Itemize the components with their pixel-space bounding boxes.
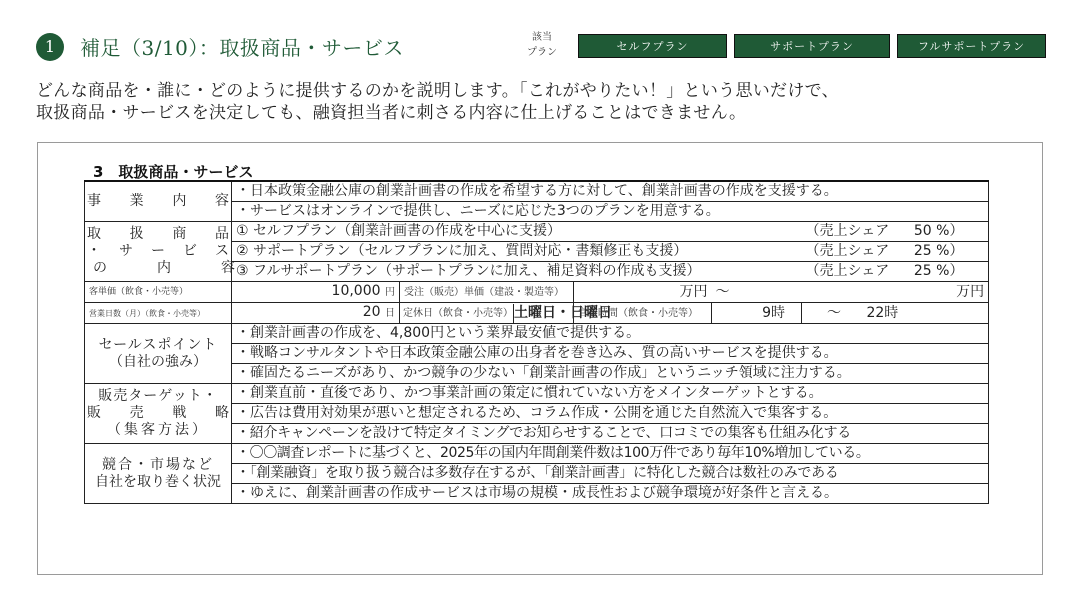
order-price-max: 万円 [802, 282, 989, 303]
plan-tag-support: サポートプラン [734, 34, 890, 58]
label-char: サ [119, 243, 133, 259]
share-value: 25 [913, 243, 932, 259]
label-char: ス [215, 243, 229, 259]
label-char: 事 [87, 193, 101, 209]
unit-price-label: 客単価（飲食・小売等） [85, 282, 232, 303]
label-char: ・ [87, 243, 101, 259]
share-unit: %） [936, 223, 964, 239]
share-value: 50 [913, 223, 932, 239]
competition-label [85, 444, 232, 504]
label-char: 略 [214, 405, 229, 421]
products-label [85, 222, 235, 282]
business-hours-end-cell [802, 303, 989, 324]
product-item-3: ③ フルサポートプラン（サポートプランに加え、補足資料の作成も支援） [232, 262, 802, 282]
label-char: 販 [87, 405, 101, 421]
holiday-cell [400, 303, 612, 324]
order-price-sep: 〜 [712, 282, 802, 303]
label-char: 容 [221, 260, 235, 276]
intro-text [36, 80, 1046, 124]
sales-target-line-2: ・広告は費用対効果が悪いと想定されるため、コラム作成・公開を通じた自然流入で集客する。 [232, 404, 989, 424]
order-price-label: 受注（販売）単価（建設・製造等） [400, 282, 574, 303]
competition-label-line2: 自社を取り巻く状況 [95, 473, 221, 490]
selling-point-2: ・戦略コンサルタントや日本政策金融公庫の出身者を巻き込み、質の高いサービスを提供する。 [232, 344, 989, 364]
label-char: 商 [172, 226, 187, 242]
competition-line-1: ・〇〇調査レポートに基づくと、2025年の国内年間創業件数は100万件であり毎年10%増加している。 [232, 444, 989, 464]
business-line-1: ・日本政策金融公庫の創業計画書の作成を希望する方に対して、創業計画書の作成を支援する。 [232, 181, 989, 202]
share-label: （売上シェア [805, 223, 890, 239]
slide-header [36, 30, 1046, 64]
share-unit: %） [936, 263, 964, 279]
unit-price-value [232, 282, 400, 303]
business-hours-label: 営業時間（飲食・小売等） [574, 303, 712, 324]
product-share-2 [802, 242, 989, 262]
product-share-1 [802, 222, 989, 242]
selling-point-3: ・確固たるニーズがあり、かつ競争の少ない「創業計画書の作成」というニッチ領域に注力する。 [232, 364, 989, 384]
intro-line-1: どんな商品を・誰に・どのように提供するのかを説明します。「これがやりたい！」という思いだけで、 [36, 81, 839, 101]
order-price-min: 万円 [574, 282, 712, 303]
plan-tag-self: セルフプラン [578, 34, 727, 58]
share-value: 25 [913, 263, 932, 279]
sales-target-line-1: ・創業直前・直後であり、かつ事業計画の策定に慣れていない方をメインターゲットとする。 [232, 384, 989, 404]
business-days-label: 営業日数（月）（飲食・小売等） [85, 303, 232, 324]
selling-points-label-line2: （自社の強み） [109, 353, 207, 370]
page-title: 補足（3/10）：取扱商品・サービス [80, 36, 404, 60]
label-char: 品 [214, 226, 229, 242]
section-title: 3 取扱商品・サービス [93, 163, 254, 181]
share-unit: %） [936, 243, 964, 259]
business-hours-start: 9時 [712, 303, 802, 324]
business-hours-sep: 〜 [827, 304, 841, 321]
business-days-unit: 日 [385, 308, 395, 319]
label-char: 内 [172, 193, 187, 209]
step-number-badge: 1 [36, 33, 64, 61]
product-share-3 [802, 262, 989, 282]
selling-points-label-line1: セールスポイント [98, 336, 218, 353]
sales-target-label [85, 384, 232, 444]
sales-target-line-3: ・紹介キャンペーンを設けて特定タイミングでお知らせすることで、口コミでの集客も仕組み化する [232, 424, 989, 444]
plan-label-line1: 該当 [532, 32, 552, 43]
sales-target-label-line3: （集客方法） [107, 422, 209, 438]
product-item-1: ① セルフプラン（創業計画書の作成を中心に支援） [232, 222, 802, 242]
plan-tag-full-support: フルサポートプラン [897, 34, 1046, 58]
business-hours-end: 22時 [866, 304, 899, 321]
label-char: 内 [157, 260, 171, 276]
label-char: 取 [87, 226, 101, 242]
product-item-2: ② サポートプラン（セルフプランに加え、質問対応・書類修正も支援） [232, 242, 802, 262]
label-char: ビ [183, 243, 197, 259]
label-char: 扱 [129, 226, 144, 242]
label-char: 戦 [172, 405, 187, 421]
share-label: （売上シェア [805, 263, 890, 279]
plan-label-line2: プラン [527, 47, 557, 58]
intro-line-2: 取扱商品・サービスを決定しても、融資担当者に刺さる内容に仕上げることはできません。 [36, 103, 747, 123]
selling-points-label [85, 324, 232, 384]
business-line-2: ・サービスはオンラインで提供し、ニーズに応じた3つのプランを用意する。 [232, 202, 989, 222]
business-days-value [232, 303, 400, 324]
holiday-value: 土曜日・日曜日 [514, 304, 612, 321]
share-label: （売上シェア [805, 243, 890, 259]
sales-target-label-line1: 販売ターゲット・ [98, 388, 218, 404]
holiday-label: 定休日（飲食・小売等） [400, 304, 514, 323]
competition-label-line1: 競合・市場など [102, 456, 214, 473]
competition-line-3: ・ゆえに、創業計画書の作成サービスは市場の規模・成長性および競争環境が好条件と言える。 [232, 484, 989, 504]
label-char: 業 [129, 193, 144, 209]
unit-price-unit: 円 [385, 287, 395, 298]
unit-price-number: 10,000 [331, 283, 381, 299]
business-label [85, 181, 232, 222]
label-char: 売 [129, 405, 144, 421]
label-char: の [93, 260, 107, 276]
competition-line-2: ・「創業融資」を取り扱う競合は多数存在するが、「創業計画書」に特化した競合は数社のみである [232, 464, 989, 484]
applicable-plan-label [522, 30, 562, 60]
label-char: ー [151, 243, 165, 259]
business-days-number: 20 [362, 304, 381, 320]
selling-point-1: ・創業計画書の作成を、4,800円という業界最安値で提供する。 [232, 324, 989, 344]
products-services-table [84, 180, 989, 504]
label-char: 容 [214, 193, 229, 209]
